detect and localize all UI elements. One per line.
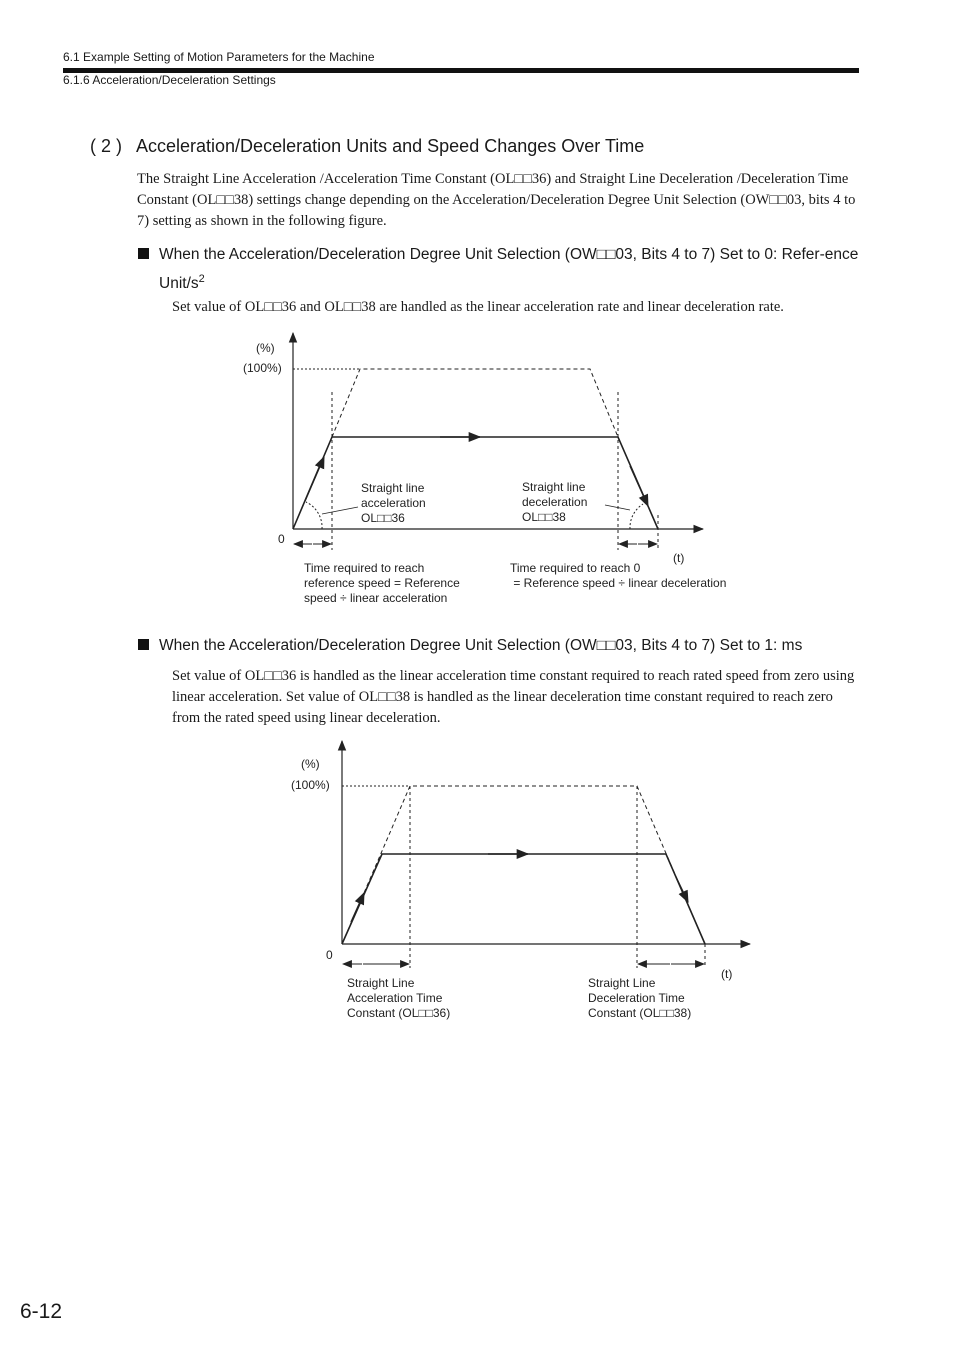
- fig1-x-unit: (t): [673, 551, 685, 565]
- fig2-accel-label-line1: Straight Line: [347, 976, 415, 990]
- fig2-decel-label-line2: Deceleration Time: [588, 991, 685, 1005]
- fig2-rated-profile: [342, 786, 705, 944]
- bullet1-paragraph: Set value of OL□□36 and OL□□38 are handled as the linear acceleration rate and linear deceleration rate.: [172, 299, 784, 315]
- fig1-accel-note-line2: reference speed = Reference: [304, 576, 460, 590]
- fig1-y-max-label: (100%): [243, 361, 282, 375]
- section-title: Acceleration/Deceleration Units and Speed Changes Over Time: [136, 136, 645, 156]
- bullet2-paragraph: Set value of OL□□36 is handled as the linear acceleration time constant required to reach rated speed from zero using linear acceleration. Set value of OL□□38 is handled as the linear deceleration time constant required to reach zero from the rated speed using linear deceleration.: [172, 668, 855, 726]
- fig1-accel-note-line3: speed ÷ linear acceleration: [304, 591, 448, 605]
- running-header-subsection: 6.1.6 Acceleration/Deceleration Settings: [63, 73, 276, 87]
- fig1-decel-label-line1: Straight line: [522, 480, 586, 494]
- fig2-accel-arrow: [351, 893, 364, 922]
- bullet-heading-text: When the Acceleration/Deceleration Degree Unit Selection (OW□□03, Bits 4 to 7) Set to 0: Refer-ence Unit/s: [159, 246, 859, 293]
- fig2-origin-label: 0: [326, 948, 333, 962]
- fig2-accel-label-line2: Acceleration Time: [347, 991, 443, 1005]
- running-header-section: 6.1 Example Setting of Motion Parameters for the Machine: [63, 50, 375, 64]
- fig1-accel-label-line1: Straight line: [361, 481, 425, 495]
- fig1-origin-label: 0: [278, 532, 285, 546]
- fig2-x-unit: (t): [721, 967, 733, 981]
- fig1-accel-label-line2: acceleration: [361, 496, 426, 510]
- intro-paragraph: The Straight Line Acceleration /Acceleration Time Constant (OL□□36) and Straight Line Deceleration /Deceleration Time Constant (OL□□38) settings change depending on the Acceleration/Deceleration Degree Unit Selection (OW□□03, bits 4 to 7) setting as shown in the following figure.: [137, 171, 856, 229]
- fig1-decel-label-line2: deceleration: [522, 495, 588, 509]
- fig2-y-unit: (%): [301, 757, 320, 771]
- fig2-accel-label-line3: Constant (OL□□36): [347, 1006, 451, 1020]
- fig1-decel-label-line3: OL□□38: [522, 510, 566, 524]
- section-number: ( 2 ): [90, 136, 123, 156]
- fig1-accel-note-line1: Time required to reach: [304, 561, 425, 575]
- fig2-decel-label-line3: Constant (OL□□38): [588, 1006, 692, 1020]
- fig2-speed-profile: [342, 854, 705, 944]
- fig2-y-max-label: (100%): [291, 778, 330, 792]
- fig1-decel-note-line2: = Reference speed ÷ linear deceleration: [510, 576, 727, 590]
- fig2-decel-label-line1: Straight Line: [588, 976, 656, 990]
- fig1-accel-label-line3: OL□□36: [361, 511, 405, 525]
- bullet-heading-superscript: 2: [198, 273, 205, 285]
- fig1-y-unit: (%): [256, 341, 275, 355]
- bullet-heading-text: When the Acceleration/Deceleration Degree Unit Selection (OW□□03, Bits 4 to 7) Set to 1: ms: [159, 637, 803, 654]
- page-number: 6-12: [20, 1300, 63, 1323]
- fig2-decel-arrow: [676, 877, 688, 902]
- fig1-decel-note-line1: Time required to reach 0: [510, 561, 641, 575]
